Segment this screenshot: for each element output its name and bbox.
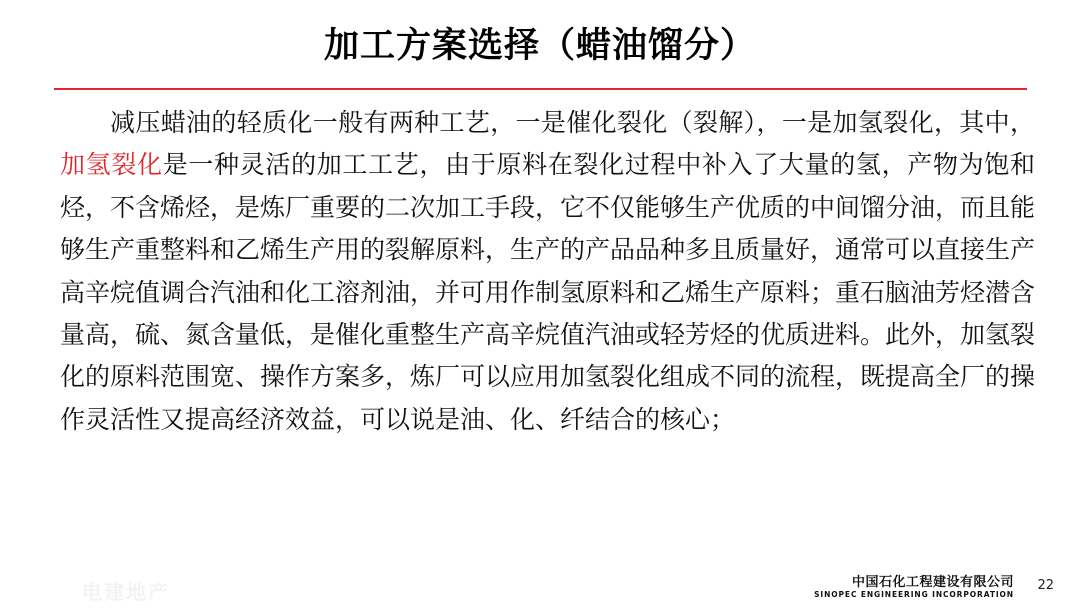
body-paragraph: [60, 102, 1035, 441]
company-name-en: SINOPEC ENGINEERING INCORPORATION: [814, 590, 1014, 599]
highlighted-term: 加氢裂化: [60, 150, 163, 180]
title-divider: [54, 88, 1027, 90]
watermark-text: 电建地产: [82, 580, 170, 604]
page-number: 22: [1037, 578, 1054, 593]
company-logo: [814, 575, 1014, 599]
company-name-cn: 中国石化工程建设有限公司: [851, 575, 1014, 590]
body-text-lead: 减压蜡油的轻质化一般有两种工艺，一是催化裂化（裂解），一是加氢裂化，其中，: [110, 108, 1035, 137]
slide-title: 加工方案选择（蜡油馏分）: [323, 26, 756, 66]
body-text-rest: 是一种灵活的加工工艺，由于原料在裂化过程中补入了大量的氢，产物为饱和烃，不含烯烃，是炼厂重要的二次加工手段，它不仅能够生产优质的中间馏分油，而且能够生产重整料和乙烯生产用的裂解原料，生产的产品品种多且质量好，通常可以直接生产高辛烷值调合汽油和化工溶剂油，并可用作制氢原料和乙烯生产原料；重石脑油芳烃潜含量高，硫、氮含量低，是催化重整生产高辛烷值汽油或轻芳烃的优质进料。此外，加氢裂化的原料范围宽、操作方案多，炼厂可以应用加氢裂化组成不同的流程，既提高全厂的操作灵活性又提高经济效益，可以说是油、化、纤结合的核心；: [60, 150, 1036, 434]
